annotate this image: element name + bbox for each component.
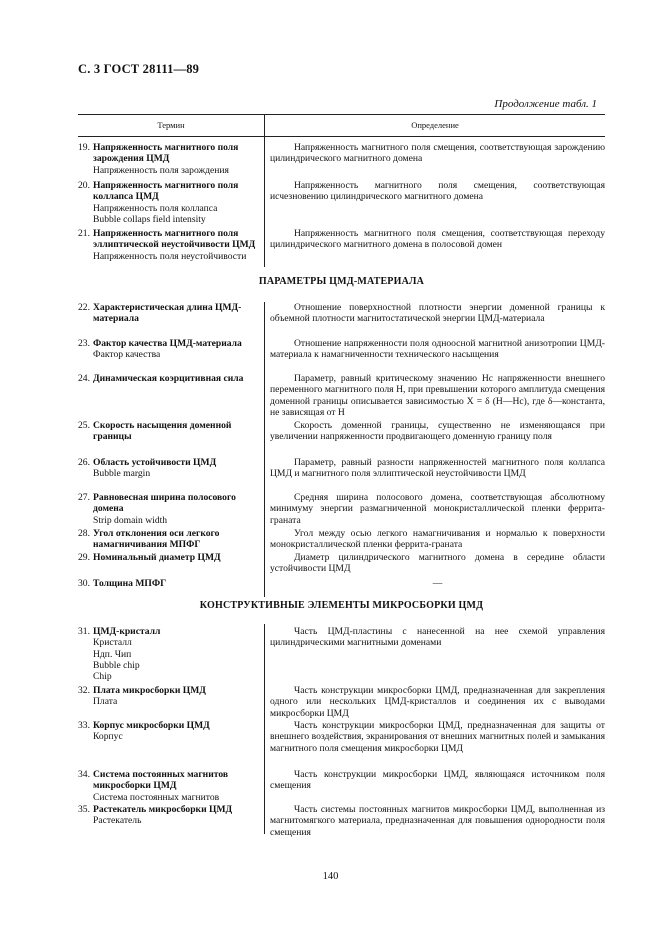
term-synonym: Система постоянных магнитов <box>93 791 220 803</box>
term-title: Номинальный диаметр ЦМД <box>93 552 221 563</box>
term-deprecated: Ндп. Чип <box>93 648 132 660</box>
term-synonym: Плата <box>93 696 118 708</box>
term-title: Напряженность магнитного поля эллиптической неустойчивости ЦМД <box>93 228 256 251</box>
term-synonym: Фактор качества <box>93 349 161 361</box>
definition-cell <box>270 302 605 325</box>
term-title: Напряженность магнитного поля коллапса ЦМД <box>93 180 239 203</box>
term-title: Напряженность магнитного поля зарождения ЦМД <box>93 142 239 165</box>
term-number: 28. <box>78 528 90 539</box>
term-cell <box>78 578 260 589</box>
term-title: Растекатель микросборки ЦМД <box>93 804 233 815</box>
term-cell <box>78 457 260 480</box>
term-number: 31. <box>78 626 90 637</box>
definition-text: Часть конструкции микросборки ЦМД, предназначенная для защиты от внешнего воздействия, экранирования от внешних магнитных полей и замыкания магнитного поля смещения микросборки ЦМД <box>270 720 605 754</box>
definition-cell <box>270 338 605 361</box>
term-number: 29. <box>78 552 90 563</box>
term-title: Угол отклонения оси легкого намагничивания МПФГ <box>93 528 220 551</box>
definition-text: Параметр, равный критическому значению Hc напряженности внешнего переменного магнитного поля H, при превышении которого амплитуда смещения доменной границы описывается зависимостью X = δ (H—Hc), где δ—константа, не зависящая от H <box>270 373 605 418</box>
term-number: 33. <box>78 720 90 731</box>
term-title: Область устойчивости ЦМД <box>93 457 217 468</box>
definition-cell <box>270 457 605 480</box>
definition-text: Параметр, равный разности напряженностей магнитного поля коллапса ЦМД и магнитного поля эллиптической неустойчивости ЦМД <box>270 457 605 480</box>
term-cell <box>78 338 260 361</box>
column-header-term: Термин <box>78 115 265 136</box>
term-number: 32. <box>78 685 90 696</box>
definition-cell <box>270 528 605 551</box>
table-header <box>78 114 605 137</box>
term-title: Плата микросборки ЦМД <box>93 685 206 696</box>
term-synonym: Растекатель <box>93 815 142 827</box>
term-number: 23. <box>78 338 90 349</box>
term-foreign-equivalent: Strip domain width <box>93 514 168 526</box>
term-number: 34. <box>78 769 90 780</box>
term-number: 24. <box>78 373 90 384</box>
term-synonym: Напряженность поля неустойчивости <box>93 250 247 262</box>
definition-cell <box>270 685 605 719</box>
page-number: 140 <box>322 871 339 882</box>
term-title: Скорость насыщения доменной границы <box>93 420 232 443</box>
definition-cell <box>270 578 605 589</box>
column-divider <box>264 624 265 834</box>
definition-cell <box>270 552 605 575</box>
term-number: 19. <box>78 142 90 153</box>
term-synonym: Корпус <box>93 731 123 743</box>
term-title: Толщина МПФГ <box>93 578 167 589</box>
term-cell <box>78 720 260 743</box>
definition-text: Напряженность магнитного поля смещения, соответствующая зарождению цилиндрического магнитного домена <box>270 142 605 165</box>
term-cell <box>78 180 260 225</box>
term-synonym: Кристалл <box>93 637 132 649</box>
term-cell <box>78 626 260 682</box>
term-number: 27. <box>78 492 90 503</box>
term-number: 25. <box>78 420 90 431</box>
term-number: 20. <box>78 180 90 191</box>
section-title-structural-elements: КОНСТРУКТИВНЫЕ ЭЛЕМЕНТЫ МИКРОСБОРКИ ЦМД <box>199 600 484 611</box>
definition-cell <box>270 142 605 165</box>
definition-text: Часть системы постоянных магнитов микросборки ЦМД, выполненная из магнитомягкого материала, предназначенная для повышения однородности поля смещения <box>270 804 605 838</box>
page-header: С. 3 ГОСТ 28111—89 <box>78 62 200 76</box>
column-divider <box>264 302 265 597</box>
term-synonym: Напряженность поля зарождения <box>93 164 229 176</box>
term-number: 22. <box>78 302 90 313</box>
term-title: Характеристическая длина ЦМД-материала <box>93 302 242 325</box>
definition-text: Часть конструкции микросборки ЦМД, предназначенная для закрепления одного или нескольких ЦМД-кристаллов и соединения их с выводами микросборки ЦМД <box>270 685 605 719</box>
term-number: 21. <box>78 228 90 239</box>
term-cell <box>78 373 260 384</box>
definition-text: Скорость доменной границы, существенно не изменяющаяся при увеличении напряженности продвигающего доменную границу поля <box>270 420 605 443</box>
term-synonym: Напряженность поля коллапса <box>93 202 218 214</box>
definition-text: Отношение напряженности поля одноосной магнитной анизотропии ЦМД-материала к намагниченности технического насыщения <box>270 338 605 361</box>
term-cell <box>78 769 260 803</box>
term-number: 30. <box>78 578 90 589</box>
section-title-material-parameters: ПАРАМЕТРЫ ЦМД-МАТЕРИАЛА <box>258 276 425 287</box>
term-foreign-equivalent: Bubble chip <box>93 659 140 671</box>
term-cell <box>78 492 260 526</box>
term-foreign-equivalent: Chip <box>93 671 112 683</box>
definition-text: Средняя ширина полосового домена, соответствующая абсолютному минимуму энергии размагниченной монокристаллической пленки феррита-граната <box>270 492 605 526</box>
term-foreign-equivalent: Bubble collaps field intensity <box>93 213 206 225</box>
definition-cell <box>270 769 605 792</box>
term-cell <box>78 804 260 827</box>
definition-text: Часть конструкции микросборки ЦМД, являющаяся источником поля смещения <box>270 769 605 792</box>
definition-cell <box>270 626 605 649</box>
term-title: Равновесная ширина полосового домена <box>93 492 236 515</box>
definition-text: Напряженность магнитного поля смещения, соответствующая переходу цилиндрического магнитного домена в полосовой домен <box>270 228 605 251</box>
definition-cell <box>270 420 605 443</box>
term-title: Корпус микросборки ЦМД <box>93 720 210 731</box>
table-continuation-note: Продолжение табл. 1 <box>494 98 597 110</box>
definition-cell <box>270 804 605 838</box>
definition-cell <box>270 492 605 526</box>
term-number: 35. <box>78 804 90 815</box>
definition-text: Напряженность магнитного поля смещения, соответствующая исчезновению цилиндрического магнитного домена <box>270 180 605 203</box>
term-cell <box>78 528 260 551</box>
definition-cell <box>270 720 605 754</box>
term-number: 26. <box>78 457 90 468</box>
definition-cell <box>270 373 605 418</box>
term-cell <box>78 552 260 563</box>
term-title: Система постоянных магнитов микросборки ЦМД <box>93 769 229 792</box>
term-title: ЦМД-кристалл <box>93 626 161 637</box>
term-title: Фактор качества ЦМД-материала <box>93 338 242 349</box>
definition-cell <box>270 180 605 203</box>
term-cell <box>78 142 260 176</box>
definition-text: Часть ЦМД-пластины с нанесенной на нее схемой управления цилиндрическими магнитными доменами <box>270 626 605 649</box>
term-cell <box>78 685 260 708</box>
term-title: Динамическая коэрцитивная сила <box>93 373 244 384</box>
term-cell <box>78 302 260 325</box>
term-cell <box>78 228 260 262</box>
definition-text: — <box>432 578 443 589</box>
column-header-definition: Определение <box>411 120 459 130</box>
term-cell <box>78 420 260 443</box>
definition-cell <box>270 228 605 251</box>
definition-text: Отношение поверхностной плотности энергии доменной границы к объемной плотности магнитостатической энергии ЦМД-материала <box>270 302 605 325</box>
table-body <box>78 142 605 876</box>
term-foreign-equivalent: Bubble margin <box>93 468 151 480</box>
definition-text: Диаметр цилиндрического магнитного домена в середине области устойчивости ЦМД <box>270 552 605 575</box>
definition-text: Угол между осью легкого намагничивания и нормалью к поверхности монокристаллической пленки феррита-граната <box>270 528 605 551</box>
